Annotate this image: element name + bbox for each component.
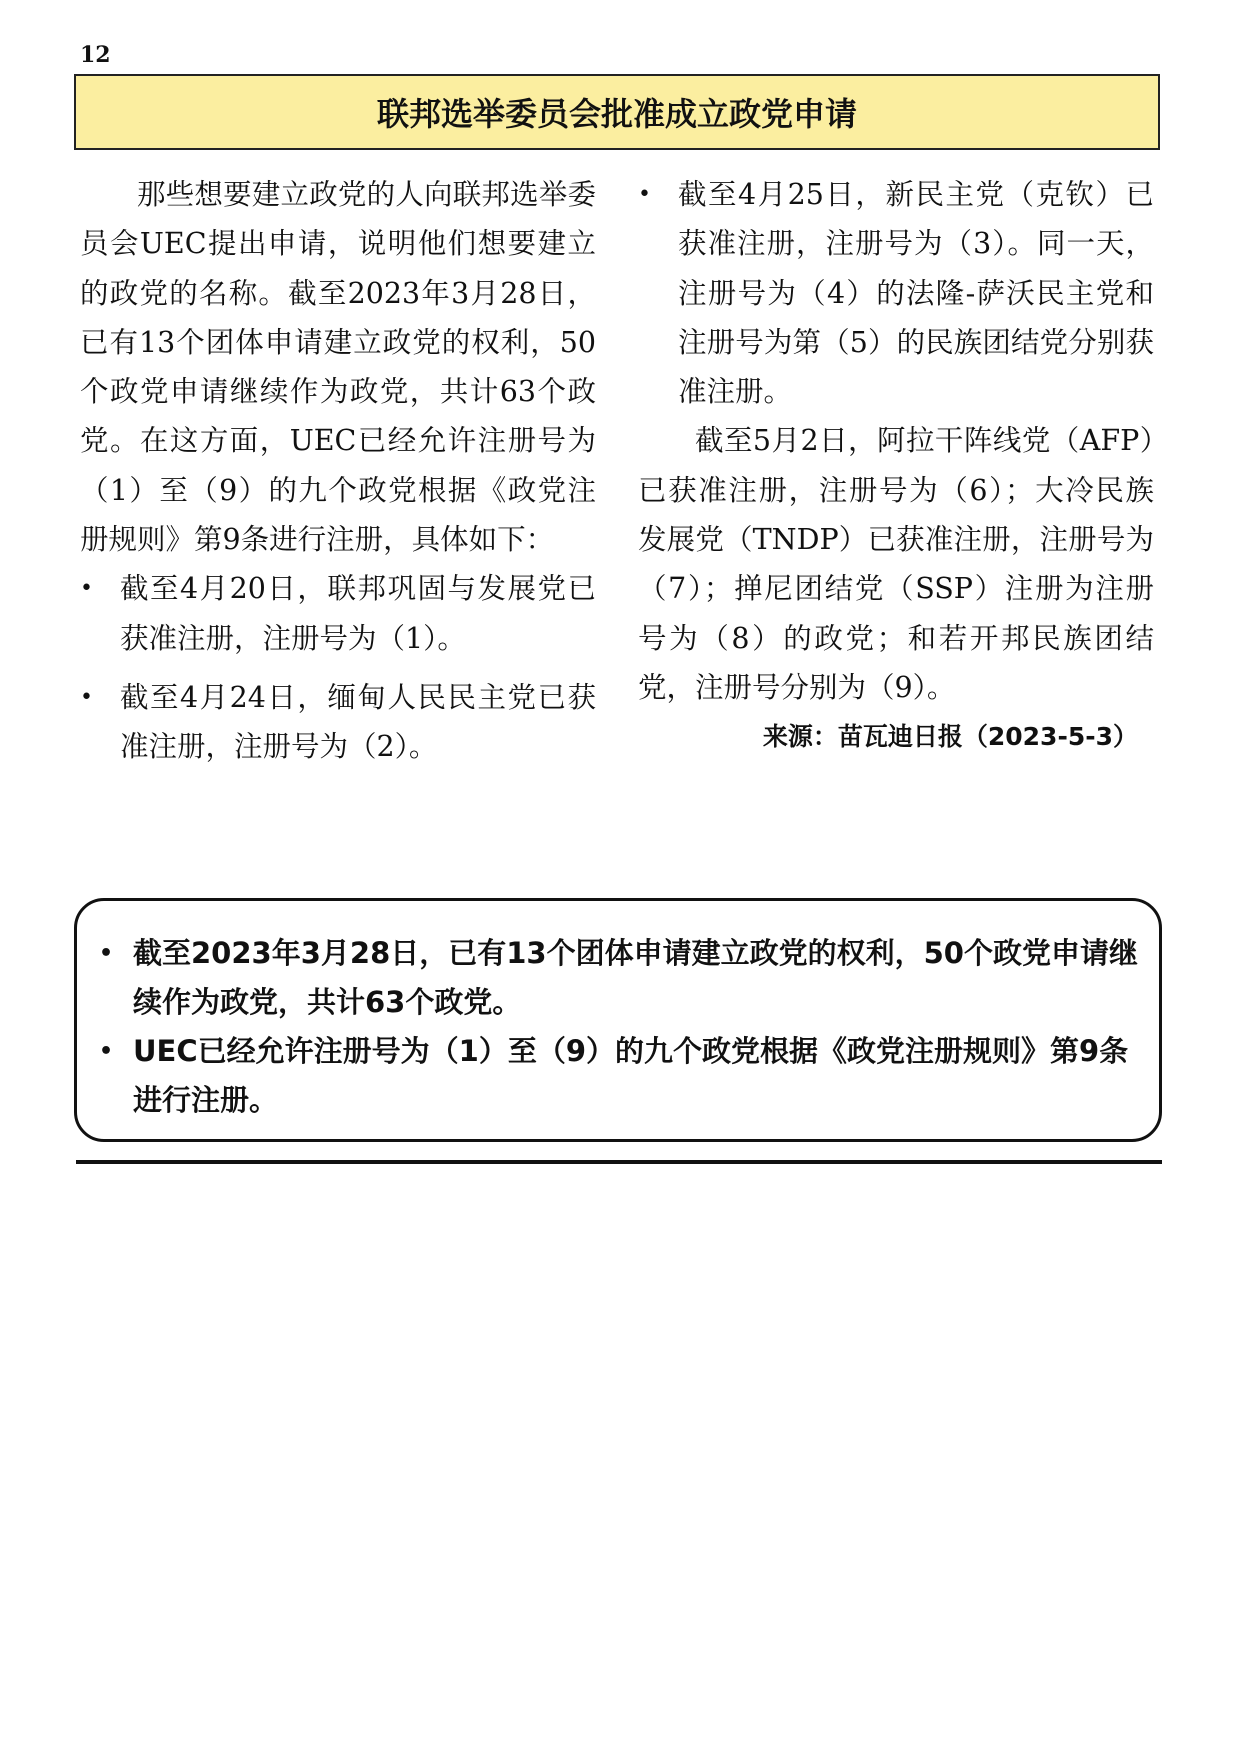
list-item: • 截至4月24日，缅甸人民民主党已获准注册，注册号为（2）。 bbox=[80, 673, 596, 772]
list-item: • 截至4月20日，联邦巩固与发展党已获准注册，注册号为（1）。 bbox=[80, 564, 596, 663]
summary-box bbox=[74, 898, 1162, 1142]
page-number: 12 bbox=[80, 42, 111, 68]
afp-paragraph: 截至5月2日，阿拉干阵线党（AFP）已获准注册，注册号为（6）；大冷民族发展党（TNDP）已获准注册，注册号为（7）；掸尼团结党（SSP）注册为注册号为（8）的政党；和若开邦民族团结党，注册号分别为（9）。 bbox=[638, 424, 1154, 704]
intro-paragraph: 那些想要建立政党的人向联邦选举委员会UEC提出申请，说明他们想要建立的政党的名称。截至2023年3月28日，已有13个团体申请建立政党的权利，50个政党申请继续作为政党，共计63个政党。在这方面，UEC已经允许注册号为（1）至（9）的九个政党根据《政党注册规则》第9条进行注册，具体如下： bbox=[80, 178, 596, 557]
title-banner bbox=[74, 74, 1160, 150]
summary-item: • UEC已经允许注册号为（1）至（9）的九个政党根据《政党注册规则》第9条进行注册。 bbox=[99, 1027, 1139, 1125]
summary-list bbox=[99, 929, 1139, 1125]
source-citation: 来源：苗瓦迪日报（2023-5-3） bbox=[762, 722, 1138, 752]
page-title: 联邦选举委员会批准成立政党申请 bbox=[376, 95, 857, 133]
left-bullet-list bbox=[80, 564, 596, 771]
summary-item: • 截至2023年3月28日，已有13个团体申请建立政党的权利，50个政党申请继续作为政党，共计63个政党。 bbox=[99, 929, 1139, 1027]
left-column bbox=[80, 170, 596, 772]
list-item: • 截至4月25日，新民主党（克钦）已获准注册，注册号为（3）。同一天，注册号为（4）的法隆-萨沃民主党和注册号为第（5）的民族团结党分别获准注册。 bbox=[638, 170, 1154, 416]
right-column bbox=[638, 170, 1154, 762]
right-bullet-list bbox=[638, 170, 1154, 416]
bottom-divider bbox=[76, 1160, 1162, 1164]
